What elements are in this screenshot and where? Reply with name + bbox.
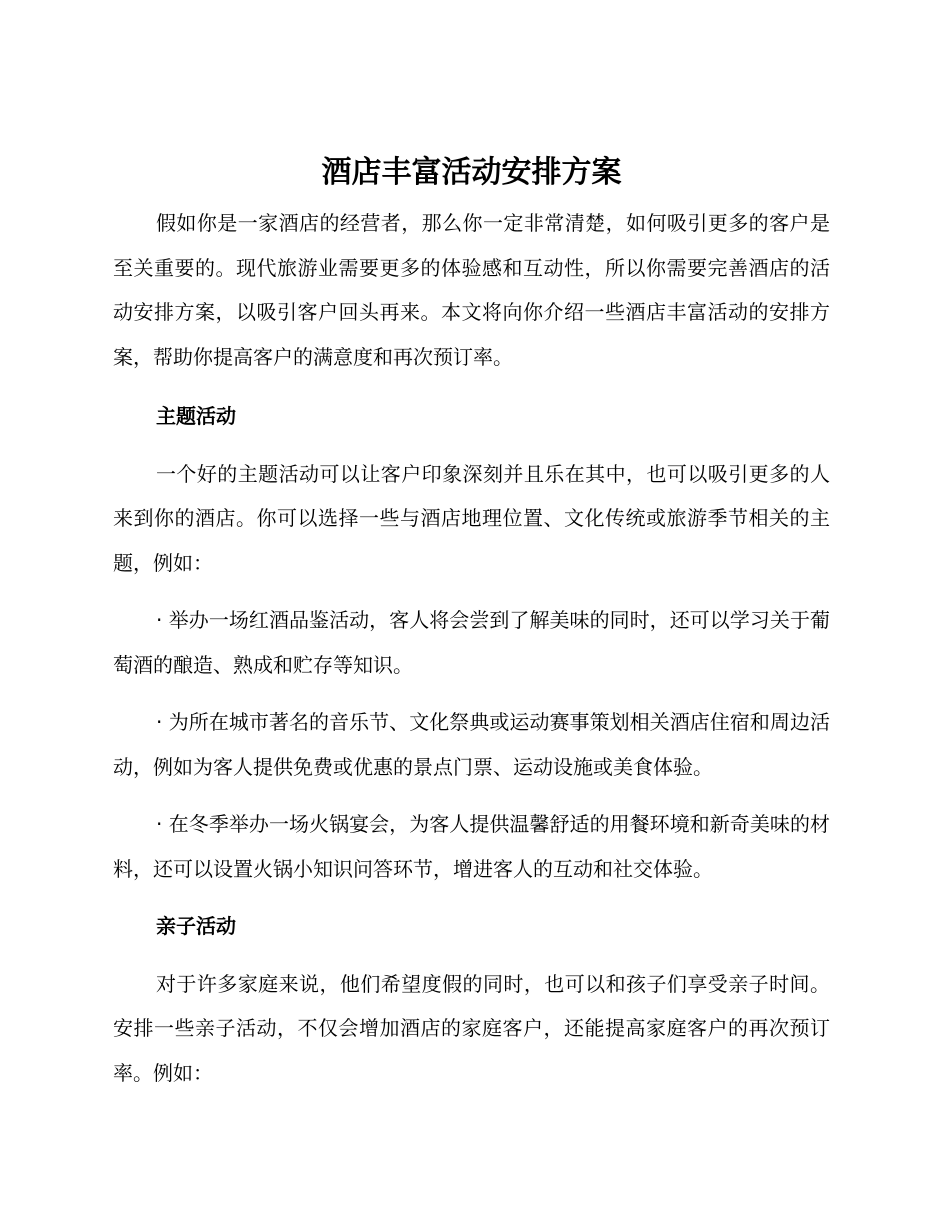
bullet-city-events: · 为所在城市著名的音乐节、文化祭典或运动赛事策划相关酒店住宿和周边活动，例如为客人提供免费或优惠的景点门票、运动设施或美食体验。 <box>113 710 830 779</box>
document-title: 酒店丰富活动安排方案 <box>321 155 622 190</box>
bullet-wine-tasting: · 举办一场红酒品鉴活动，客人将会尝到了解美味的同时，还可以学习关于葡萄酒的酿造、熟成和贮存等知识。 <box>113 608 830 677</box>
intro-paragraph: 假如你是一家酒店的经营者，那么你一定非常清楚，如何吸引更多的客户是至关重要的。现代旅游业需要更多的体验感和互动性，所以你需要完善酒店的活动安排方案，以吸引客户回头再来。本文将向你介绍一些酒店丰富活动的安排方案，帮助你提高客户的满意度和再次预订率。 <box>113 211 830 369</box>
document-body <box>113 146 830 1095</box>
bullet-hotpot-party: · 在冬季举办一场火锅宴会，为客人提供温馨舒适的用餐环境和新奇美味的材料，还可以设置火锅小知识问答环节，增进客人的互动和社交体验。 <box>113 812 830 881</box>
section-heading-family-activities: 亲子活动 <box>156 914 236 938</box>
section-heading-theme-activities: 主题活动 <box>156 404 236 428</box>
family-activities-paragraph: 对于许多家庭来说，他们希望度假的同时，也可以和孩子们享受亲子时间。安排一些亲子活动，不仅会增加酒店的家庭客户，还能提高家庭客户的再次预订率。例如： <box>113 971 830 1085</box>
theme-activities-paragraph: 一个好的主题活动可以让客户印象深刻并且乐在其中，也可以吸引更多的人来到你的酒店。你可以选择一些与酒店地理位置、文化传统或旅游季节相关的主题，例如： <box>113 461 830 575</box>
